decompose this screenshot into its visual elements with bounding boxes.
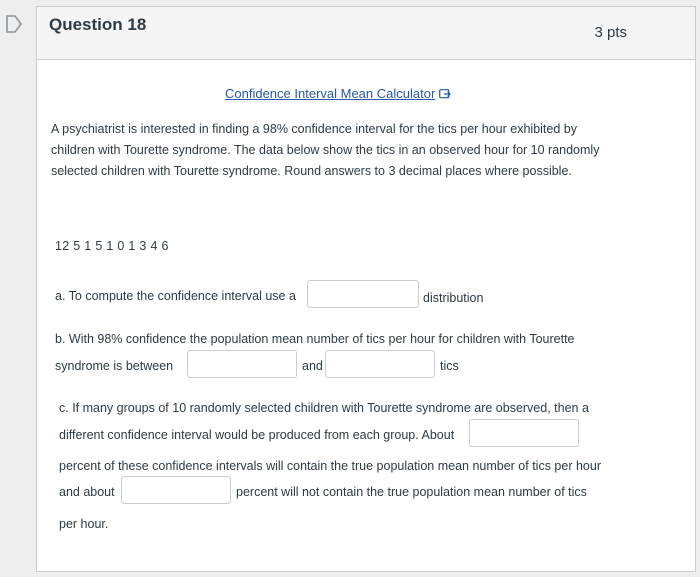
flag-question-icon[interactable] [4, 14, 24, 34]
calculator-link[interactable] [225, 86, 451, 101]
lower-bound-input[interactable] [187, 350, 297, 378]
part-c-line1: c. If many groups of 10 randomly selected children with Tourette syndrome are observed, then a [59, 401, 589, 415]
part-b-line1: b. With 98% confidence the population mean number of tics per hour for children with Tourette [55, 332, 575, 346]
external-link-icon [439, 89, 451, 99]
part-b-line2: syndrome is between [55, 359, 174, 373]
part-a-suffix: distribution [423, 291, 484, 305]
question-points: 3 pts [594, 24, 627, 41]
question-content [51, 59, 681, 571]
part-c-line3: percent of these confidence intervals will contain the true population mean number of tics per hour [59, 459, 601, 473]
part-a-text: a. To compute the confidence interval use a [55, 289, 296, 303]
part-c-line5: per hour. [59, 517, 109, 531]
question-header [37, 7, 695, 60]
calculator-link-label[interactable]: Confidence Interval Mean Calculator [225, 86, 436, 101]
distribution-input[interactable] [307, 280, 419, 308]
question-card [36, 6, 696, 572]
part-c-line2: different confidence interval would be produced from each group. About [59, 428, 455, 442]
part-c-line4: and about [59, 485, 115, 499]
data-values: 12 5 1 5 1 0 1 3 4 6 [55, 239, 169, 253]
part-b-and: and [302, 359, 323, 373]
percent-not-contain-input[interactable] [121, 476, 231, 504]
question-prompt: A psychiatrist is interested in finding a 98% confidence interval for the tics per hour exhibited by children with Tourette syndrome. The data below show the tics in an observed hour for 10 randomly selected children with Tourette syndrome. Round answers to 3 decimal places where possible. [51, 122, 600, 178]
upper-bound-input[interactable] [325, 350, 435, 378]
percent-contain-input[interactable] [469, 419, 579, 447]
part-c-line4-suffix: percent will not contain the true population mean number of tics [236, 485, 587, 499]
question-title: Question 18 [49, 15, 147, 34]
part-b-units: tics [440, 359, 459, 373]
